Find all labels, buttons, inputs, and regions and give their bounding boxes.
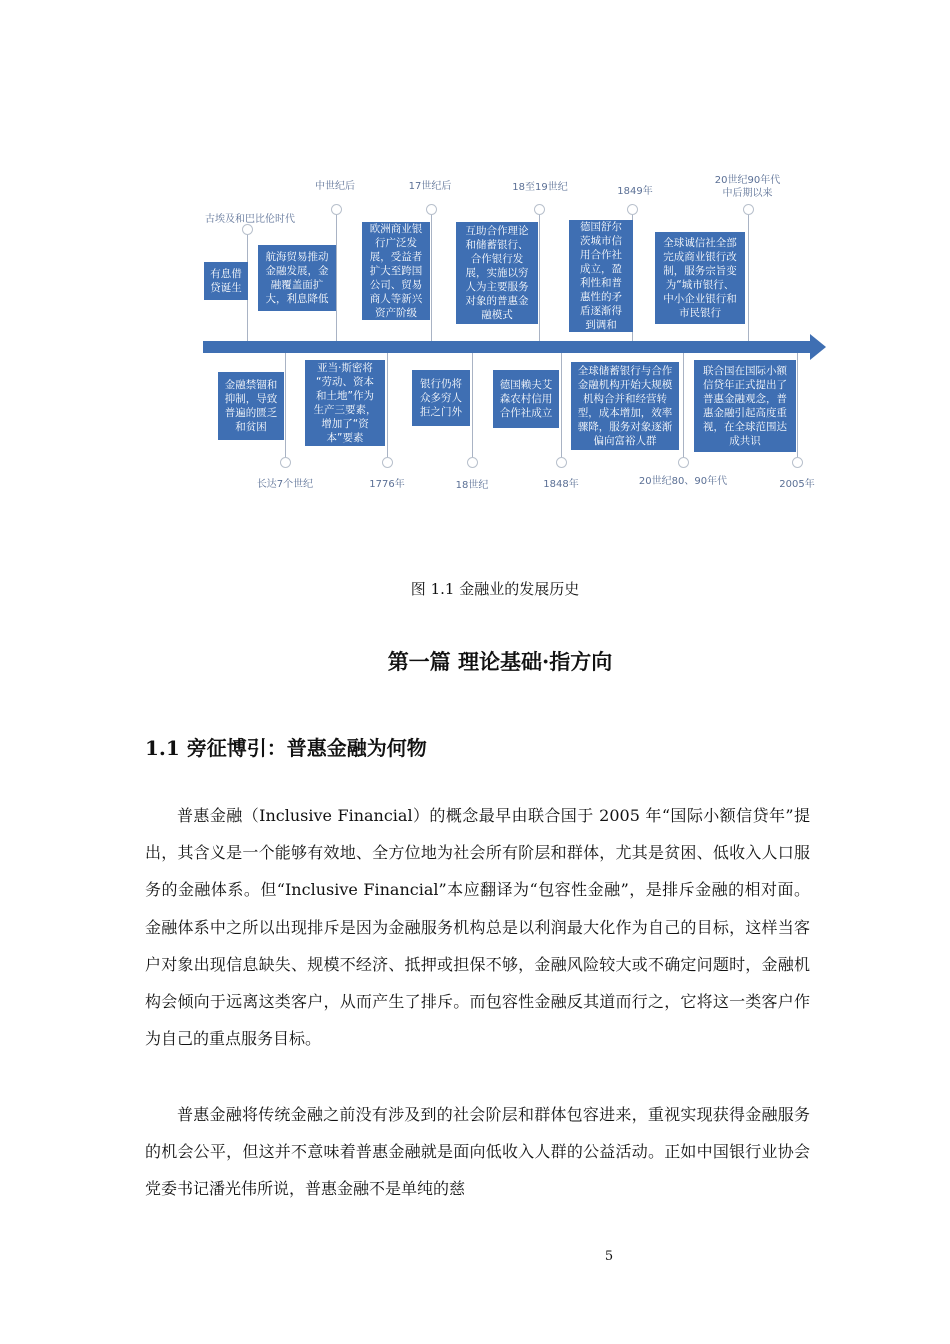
period-label: 17世纪后	[408, 181, 452, 192]
period-label: 1849年	[617, 186, 653, 197]
event-box: 银行仍将 众多穷人 拒之门外	[412, 370, 470, 426]
body-paragraph: 普惠金融（Inclusive Financial）的概念最早由联合国于 2005 年“国际小额信贷年”提出，其含义是一个能够有效地、全方位地为社会所有阶层和群体，尤其是贫困、低收入人口服务的金融体系。但“Inclusive Financial”本应翻译为“包容性金融”，是排斥金融的相对面。金融体系中之所以出现排斥是因为金融服务机构总是以利润最大化作为自己的目标，这样当客户对象出现信息缺失、规模不经济、抵押或担保不够，金融风险较大或不确定问题时，金融机构会倾向于远离这类客户，从而产生了排斥。而包容性金融反其道而行之，它将这一类客户作为自己的重点服务目标。	[145, 806, 810, 1049]
period-label: 1776年	[369, 479, 405, 490]
timeline-node	[678, 457, 689, 468]
period-label: 2005年	[779, 479, 815, 490]
connector-line	[431, 214, 432, 341]
timeline-arrow-head	[810, 334, 826, 360]
period-label: 18至19世纪	[512, 182, 568, 193]
connector-line	[472, 353, 473, 458]
period-label: 中世纪后	[315, 181, 355, 192]
period-label: 20世纪80、90年代	[638, 476, 728, 487]
period-label: 1848年	[543, 479, 579, 490]
body-paragraph: 普惠金融将传统金融之前没有涉及到的社会阶层和群体包容进来，重视实现获得金融服务的机会公平，但这并不意味着普惠金融就是面向低收入人群的公益活动。正如中国银行业协会党委书记潘光伟所说，普惠金融不是单纯的慈	[145, 1105, 810, 1199]
period-label: 20世纪90年代 中后期以来	[714, 175, 781, 199]
timeline-node	[534, 204, 545, 215]
connector-line	[336, 214, 337, 341]
timeline-node	[792, 457, 803, 468]
timeline-node	[280, 457, 291, 468]
timeline-figure	[0, 0, 950, 560]
timeline-node	[426, 204, 437, 215]
event-box: 有息借 贷诞生	[204, 262, 248, 300]
connector-line	[748, 214, 749, 341]
figure-caption: 图 1.1 金融业的发展历史	[410, 580, 580, 598]
timeline-node	[467, 457, 478, 468]
event-box: 航海贸易推动 金融发展，金 融覆盖面扩 大，利息降低	[258, 245, 336, 311]
connector-line	[797, 353, 798, 458]
page-number: 5	[604, 1249, 614, 1264]
event-box: 金融禁锢和 抑制，导致 普遍的匮乏 和贫困	[218, 372, 284, 440]
connector-line	[683, 353, 684, 458]
section-title: 1.1 旁征博引：普惠金融为何物	[145, 736, 427, 760]
event-box: 全球储蓄银行与合作 金融机构开始大规模 机构合并和经营转 型，成本增加，效率 骤降，服务对象逐渐 偏向富裕人群	[571, 362, 679, 450]
connector-line	[285, 353, 286, 458]
event-box: 联合国在国际小额 信贷年正式提出了 普惠金融观念，普 惠金融引起高度重 视，在全球范围达 成共识	[694, 360, 796, 452]
event-box: 欧洲商业银 行广泛发 展，受益者 扩大至跨国 公司、贸易 商人等新兴 资产阶级	[362, 222, 430, 320]
event-box: 互助合作理论 和储蓄银行、 合作银行发 展，实施以穷 人为主要服务 对象的普惠金 融模式	[456, 222, 538, 324]
connector-line	[539, 214, 540, 341]
timeline-node	[382, 457, 393, 468]
timeline-arrow	[203, 341, 811, 353]
part-title: 第一篇 理论基础·指方向	[387, 649, 613, 674]
period-label: 18世纪	[455, 480, 489, 491]
period-label: 古埃及和巴比伦时代	[205, 214, 295, 225]
timeline-node	[627, 204, 638, 215]
event-box: 全球诚信社全部 完成商业银行改 制，服务宗旨变 为“城市银行、 中小企业银行和 市民银行	[655, 232, 745, 324]
timeline-node	[743, 204, 754, 215]
timeline-node	[556, 457, 567, 468]
event-box: 亚当·斯密将 “劳动、资本 和土地”作为 生产三要素， 增加了“资 本”要素	[305, 360, 385, 446]
connector-line	[387, 353, 388, 458]
period-label: 长达7个世纪	[256, 479, 314, 490]
connector-line	[561, 353, 562, 458]
event-box: 德国舒尔 茨城市信 用合作社 成立，盈 利性和普 惠性的矛 盾逐渐得 到调和	[569, 220, 633, 332]
timeline-node	[331, 204, 342, 215]
event-box: 德国赖夫艾 森农村信用 合作社成立	[493, 370, 559, 428]
